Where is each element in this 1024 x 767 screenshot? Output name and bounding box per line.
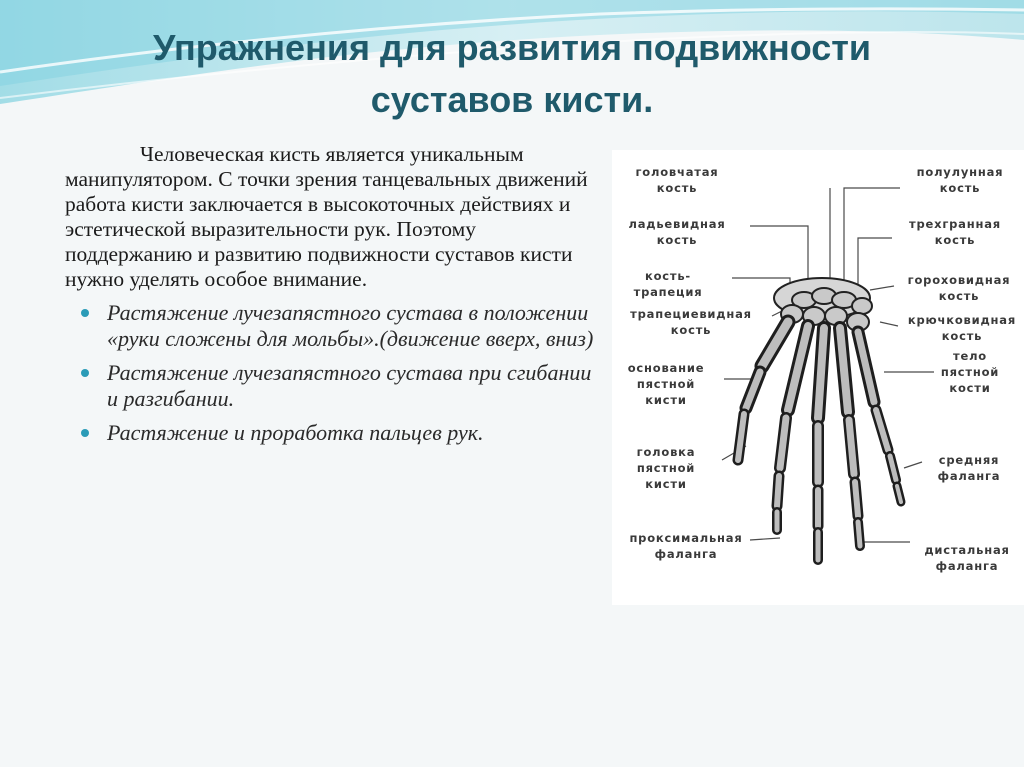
label-proximal-phalanx: проксимальная фаланга	[629, 531, 743, 561]
bullet-text: Растяжение лучезапястного сустава при сгибании и разгибании.	[107, 360, 592, 411]
slide-title-line2: суставов кисти.	[370, 79, 654, 120]
label-metacarpal-base: основание пястной кисти	[627, 361, 705, 407]
list-item	[65, 300, 605, 352]
bullet-icon	[81, 429, 89, 437]
bullet-icon	[81, 309, 89, 317]
slide-title-line1: Упражнения для развития подвижности	[153, 27, 871, 68]
label-triquetral-bone: трехгранная кость	[909, 217, 1001, 247]
list-item	[65, 420, 605, 446]
bullet-text: Растяжение и проработка пальцев рук.	[107, 420, 484, 445]
label-metacarpal-head: головка пястной кисти	[636, 445, 696, 491]
bullet-text: Растяжение лучезапястного сустава в положении «руки сложены для мольбы».(движение вверх, вниз)	[107, 300, 594, 351]
intro-paragraph: Человеческая кисть является уникальным манипулятором. С точки зрения танцевальных движений работа кисти заключается в высокоточных действиях и эстетической выразительности рук. Поэтому поддержанию и развитию подвижности суставов кисти нужно уделять особое внимание.	[65, 142, 588, 291]
list-item	[65, 360, 605, 412]
exercise-list	[65, 300, 605, 446]
label-pisiform-bone: гороховидная кость	[907, 273, 1011, 303]
bullet-icon	[81, 369, 89, 377]
label-lunate-bone: полулунная кость	[916, 165, 1004, 195]
label-trapezoid-bone: трапециевидная кость	[630, 307, 752, 337]
slide-title	[60, 22, 964, 126]
label-middle-phalanx: средняя фаланга	[937, 453, 1001, 483]
label-scaphoid-bone: ладьевидная кость	[628, 217, 726, 247]
label-hamate-bone: крючковидная кость	[907, 313, 1017, 343]
hand-skeleton-diagram	[612, 150, 1024, 605]
label-metacarpal-body: тело пястной кости	[940, 349, 1000, 395]
label-distal-phalanx: дистальная фаланга	[924, 543, 1010, 573]
label-capitate-bone: головчатая кость	[635, 165, 719, 195]
text-content	[65, 142, 605, 454]
label-trapezium-bone: кость- трапеция	[633, 269, 703, 299]
